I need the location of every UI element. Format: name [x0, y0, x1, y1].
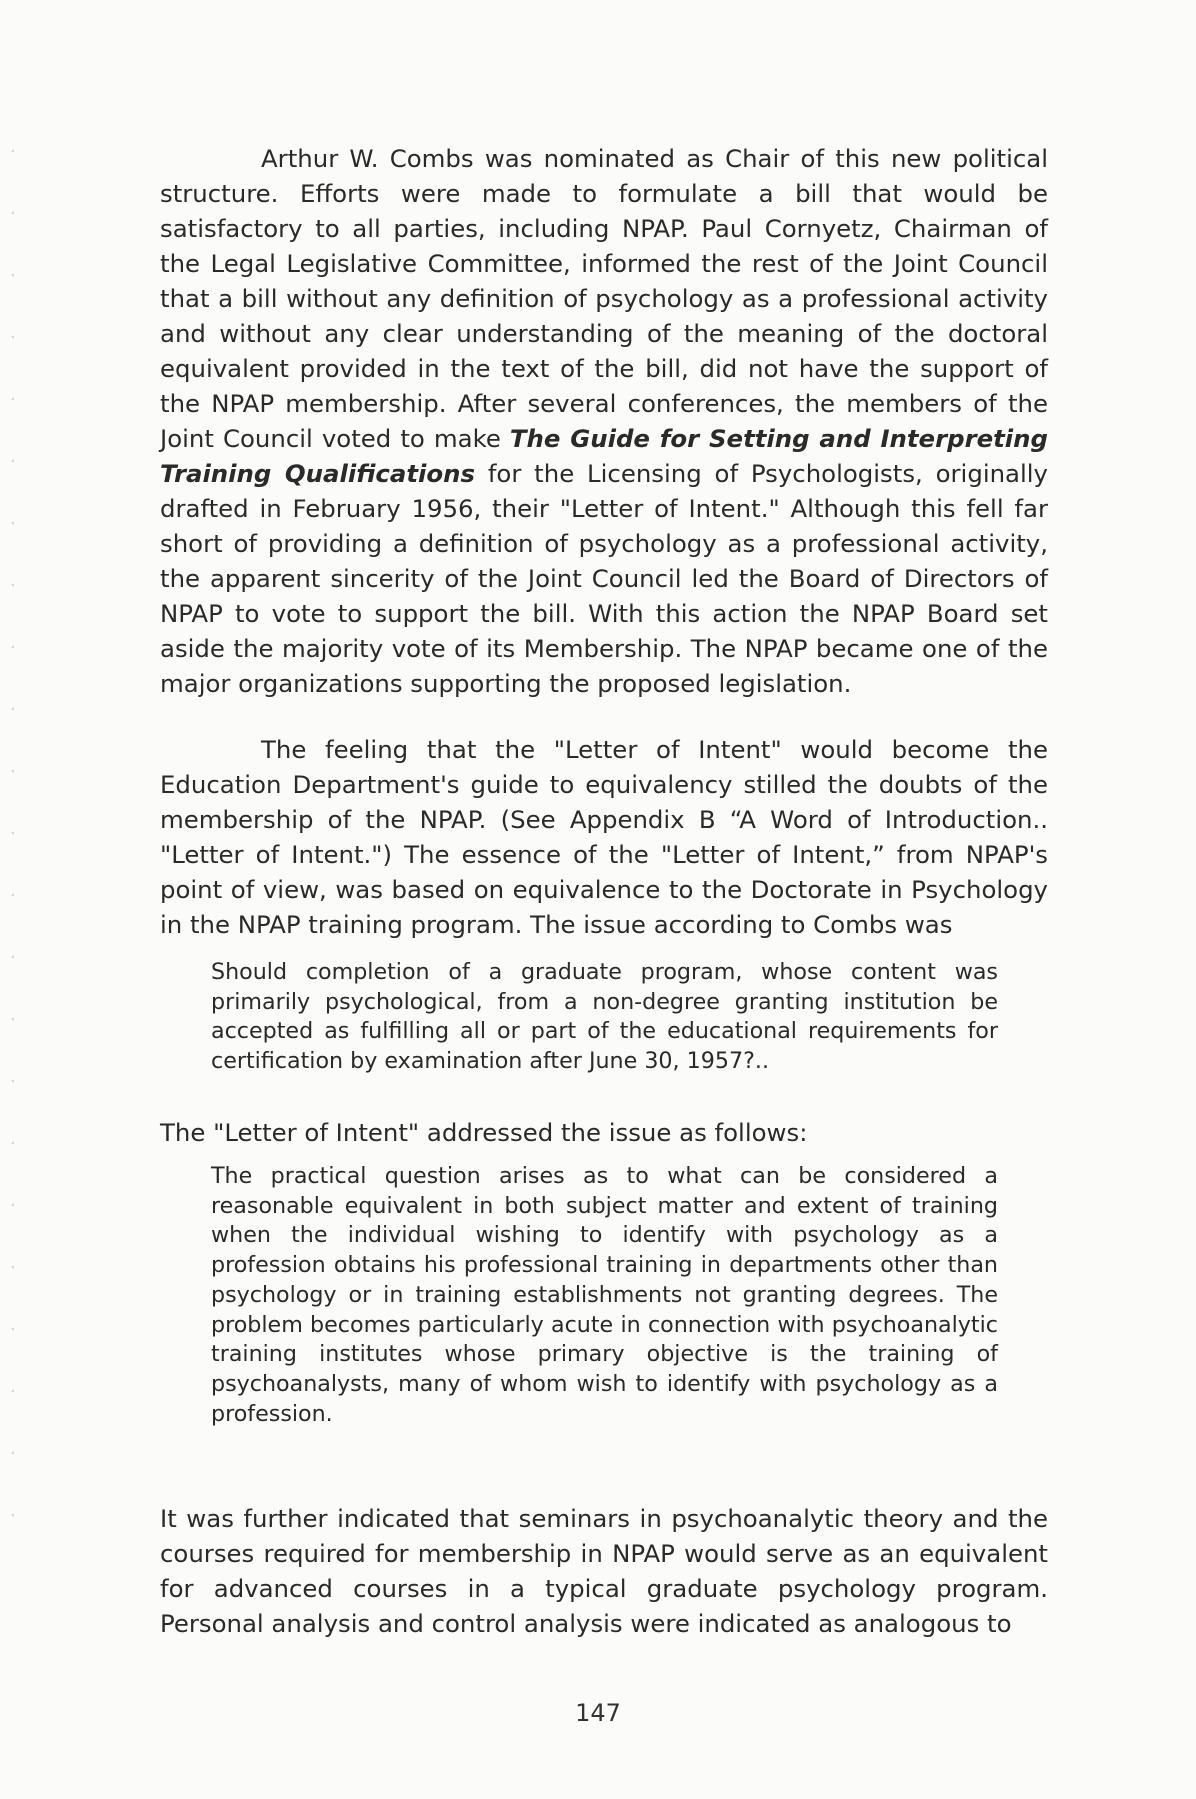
scan-margin-specks	[6, 120, 20, 1520]
block-quote-combs-issue: Should completion of a graduate program, whose content was primarily psychological, from a non-degree granting institution be accepted as fulfilling all or part of the educational requirements for certification by examination after June 30, 1957?..	[211, 959, 998, 1075]
paragraph-text: for the Licensing of Psychologists, originally drafted in February 1956, their "Letter of Intent." Although this fell far short of providing a definition of psychology as a professional activity, the apparent sincerity of the Joint Council led the Board of Directors of NPAP to vote to support the bill. With this action the NPAP Board set aside the majority vote of its Membership. The NPAP became one of the major organizations supporting the proposed legislation.	[160, 459, 1048, 698]
page-number: 147	[575, 1699, 621, 1727]
block-quote-practical-question: The practical question arises as to what can be considered a reasonable equivalent in both subject matter and extent of training when the individual wishing to identify with psychology as a profession obtains his professional training in departments other than psychology or in training establishments not granting degrees. The problem becomes particularly acute in connection with psychoanalytic training institutes whose primary objective is the training of psychoanalysts, many of whom wish to identify with psychology as a profession.	[211, 1163, 998, 1427]
paragraph-text: Arthur W. Combs was nominated as Chair of this new political structure. Efforts were made to formulate a bill that would be satisfactory to all parties, including NPAP. Paul Cornyetz, Chairman of the Legal Legislative Committee, informed the rest of the Joint Council that a bill without any definition of psychology as a professional activity and without any clear understanding of the meaning of the doctoral equivalent provided in the text of the bill, did not have the support of the NPAP membership. After several conferences, the members of the Joint Council voted to make	[160, 144, 1048, 453]
paragraph-combs-nomination	[160, 141, 1048, 701]
paragraph-further-indicated: It was further indicated that seminars in psychoanalytic theory and the courses required for membership in NPAP would serve as an equivalent for advanced courses in a typical graduate psychology program. Personal analysis and control analysis were indicated as analogous to	[160, 1504, 1048, 1638]
paragraph-letter-of-intent: The feeling that the "Letter of Intent" would become the Education Department's guide to equivalency stilled the doubts of the membership of the NPAP. (See Appendix B “A Word of Introduction.. "Letter of Intent.") The essence of the "Letter of Intent,” from NPAP's point of view, was based on equivalence to the Doctorate in Psychology in the NPAP training program. The issue according to Combs was	[160, 735, 1048, 939]
guide-title: The Guide for Setting and Interpreting Training Qualifications	[160, 424, 1048, 488]
paragraph-letter-addressed: The "Letter of Intent" addressed the issue as follows:	[160, 1118, 808, 1147]
